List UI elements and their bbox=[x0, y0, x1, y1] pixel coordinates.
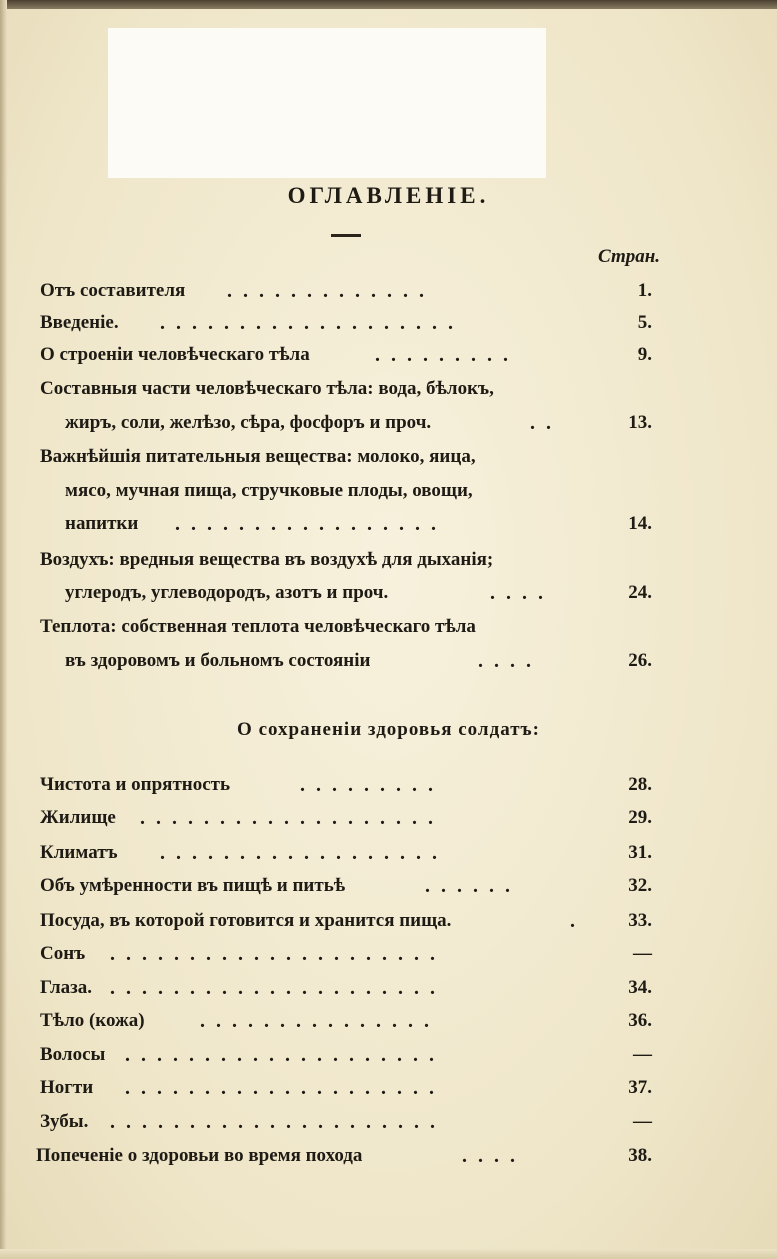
entry-text: напитки bbox=[65, 513, 139, 534]
toc-entry bbox=[0, 1040, 777, 1070]
leader-dots: . bbox=[570, 910, 586, 932]
toc-entry bbox=[0, 578, 777, 608]
leader-dots: .... bbox=[462, 1145, 526, 1167]
toc-entry bbox=[0, 770, 777, 800]
leader-dots: .................... bbox=[125, 1044, 445, 1066]
leader-dots: .. bbox=[530, 412, 562, 434]
entry-text: Ногти bbox=[40, 1077, 94, 1098]
toc-entry bbox=[0, 939, 777, 969]
entry-page: 36. bbox=[628, 1010, 652, 1031]
toc-entry-line bbox=[0, 545, 777, 575]
toc-entry-line bbox=[0, 374, 777, 404]
toc-entry bbox=[0, 1107, 777, 1137]
entry-page: — bbox=[633, 1044, 652, 1065]
entry-text: О строеніи человѣческаго тѣла bbox=[40, 344, 310, 365]
entry-page: 26. bbox=[628, 650, 652, 671]
entry-page: 13. bbox=[628, 412, 652, 433]
entry-page: 14. bbox=[628, 513, 652, 534]
entry-page: 37. bbox=[628, 1077, 652, 1098]
book-bottom-edge bbox=[0, 1249, 777, 1259]
leader-dots: ..................... bbox=[110, 977, 446, 999]
leader-dots: ..................... bbox=[110, 943, 446, 965]
entry-page: 34. bbox=[628, 977, 652, 998]
heading-rule bbox=[331, 234, 361, 237]
entry-text: Чистота и опрятность bbox=[40, 774, 231, 795]
entry-text: Попеченіе о здоровьи во время похода bbox=[36, 1145, 363, 1166]
entry-text: Воздухъ: вредныя вещества въ воздухѣ для дыханія; bbox=[40, 549, 494, 570]
entry-text: жиръ, соли, желѣзо, сѣра, фосфоръ и проч. bbox=[65, 412, 432, 433]
leader-dots: ......... bbox=[300, 774, 444, 796]
entry-text: мясо, мучная пища, стручковые плоды, овощи, bbox=[65, 480, 473, 501]
entry-page: 32. bbox=[628, 875, 652, 896]
leader-dots: ......... bbox=[375, 344, 519, 366]
toc-entry bbox=[0, 1141, 777, 1171]
toc-entry-line bbox=[0, 612, 777, 642]
entry-page: — bbox=[633, 943, 652, 964]
toc-entry bbox=[0, 973, 777, 1003]
toc-entry-line bbox=[0, 442, 777, 472]
page-column-label: Стран. bbox=[598, 246, 661, 267]
leader-dots: ...... bbox=[425, 875, 521, 897]
entry-text: Объ умѣренности въ пищѣ и питьѣ bbox=[40, 875, 346, 896]
entry-page: 9. bbox=[637, 344, 652, 365]
entry-page: 28. bbox=[628, 774, 652, 795]
entry-text: Сонъ bbox=[40, 943, 86, 964]
entry-text: Глаза. bbox=[40, 977, 92, 998]
entry-page: 31. bbox=[628, 842, 652, 863]
toc-entry bbox=[0, 340, 777, 370]
entry-text: Тѣло (кожа) bbox=[40, 1010, 145, 1031]
entry-page: 5. bbox=[637, 312, 652, 333]
entry-page: — bbox=[633, 1111, 652, 1132]
toc-entry bbox=[0, 276, 777, 306]
entry-text: Введеніе. bbox=[40, 312, 119, 333]
leader-dots: .... bbox=[490, 582, 554, 604]
toc-entry bbox=[0, 871, 777, 901]
blank-paper-patch bbox=[108, 28, 546, 178]
leader-dots: ............. bbox=[227, 280, 435, 302]
entry-page: 24. bbox=[628, 582, 652, 603]
toc-entry bbox=[0, 646, 777, 676]
entry-page: 33. bbox=[628, 910, 652, 931]
leader-dots: ................. bbox=[175, 513, 447, 535]
entry-page: 38. bbox=[628, 1145, 652, 1166]
entry-text: Теплота: собственная теплота человѣческаго тѣла bbox=[40, 616, 476, 637]
entry-text: Зубы. bbox=[40, 1111, 89, 1132]
leader-dots: ................... bbox=[140, 807, 444, 829]
entry-page: 1. bbox=[637, 280, 652, 301]
leader-dots: .................... bbox=[125, 1077, 445, 1099]
toc-entry bbox=[0, 838, 777, 868]
entry-text: Волосы bbox=[40, 1044, 106, 1065]
toc-entry bbox=[0, 906, 777, 936]
toc-entry bbox=[0, 308, 777, 338]
entry-text: Важнѣйшія питательныя вещества: молоко, яица, bbox=[40, 446, 476, 467]
toc-entry bbox=[0, 1073, 777, 1103]
toc-entry bbox=[0, 509, 777, 539]
entry-text: Составныя части человѣческаго тѣла: вода, бѣлокъ, bbox=[40, 378, 494, 399]
leader-dots: .................. bbox=[160, 842, 448, 864]
entry-page: 29. bbox=[628, 807, 652, 828]
entry-text: въ здоровомъ и больномъ состояніи bbox=[65, 650, 371, 671]
toc-entry-line bbox=[0, 476, 777, 506]
leader-dots: ................... bbox=[160, 312, 464, 334]
leader-dots: .... bbox=[478, 650, 542, 672]
entry-text: Отъ составителя bbox=[40, 280, 186, 301]
book-top-edge bbox=[0, 0, 777, 9]
toc-entry bbox=[0, 803, 777, 833]
leader-dots: ..................... bbox=[110, 1111, 446, 1133]
toc-entry bbox=[0, 408, 777, 438]
toc-heading: ОГЛАВЛЕНІЕ. bbox=[287, 183, 490, 208]
toc-entry bbox=[0, 1006, 777, 1036]
entry-text: Климатъ bbox=[40, 842, 118, 863]
leader-dots: ............... bbox=[200, 1010, 440, 1032]
entry-text: Жилище bbox=[40, 807, 116, 828]
entry-text: Посуда, въ которой готовится и хранится пища. bbox=[40, 910, 452, 931]
entry-text: углеродъ, углеводородъ, азотъ и проч. bbox=[65, 582, 389, 603]
section-heading: О сохраненіи здоровья солдатъ: bbox=[237, 719, 540, 740]
